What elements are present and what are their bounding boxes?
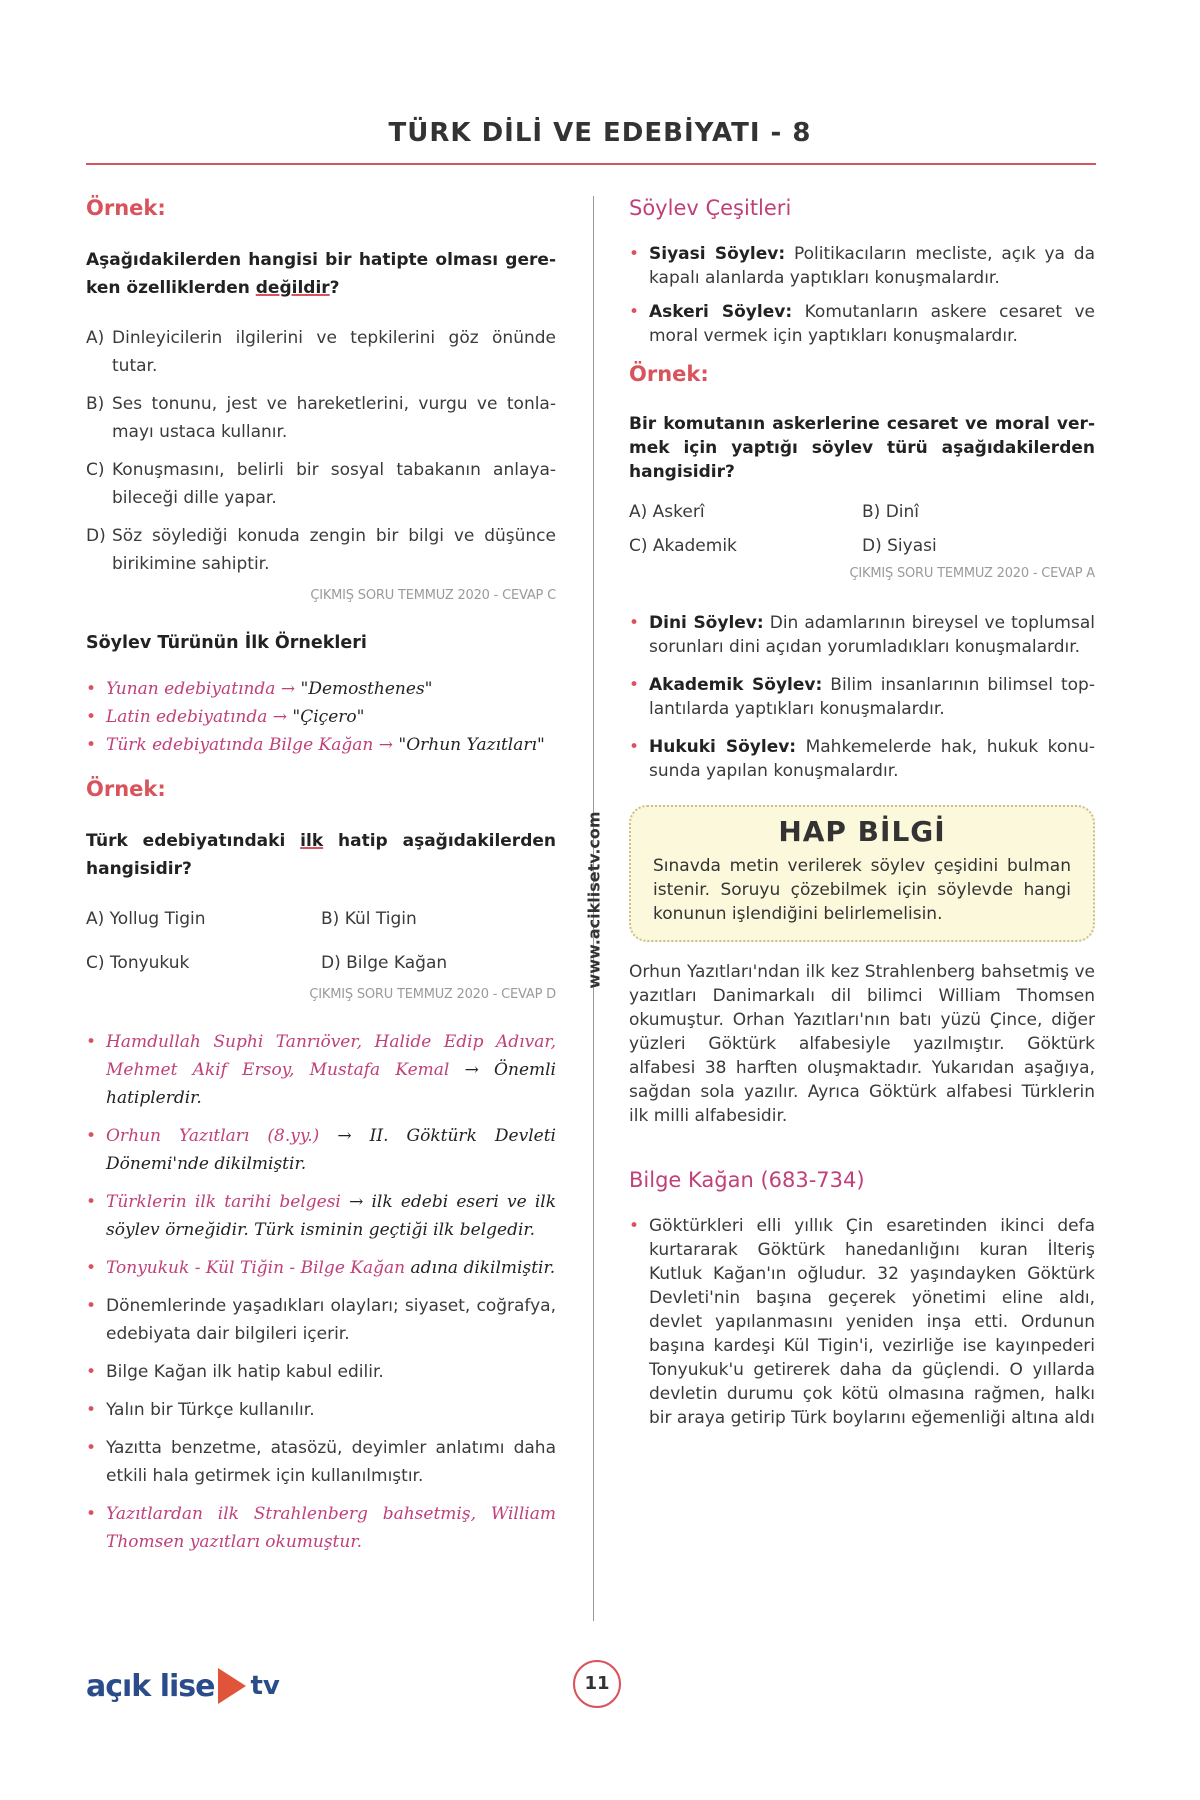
list-item: • Yunan edebiyatında → "Demosthenes": [86, 675, 556, 703]
option-a: A) Askerî: [629, 502, 705, 522]
orhun-paragraph: Orhun Yazıtları'ndan ilk kez Strahlenberg bahsetmiş ve yazıtları Danimarkalı dil bilimci William Thomsen okumuştur. Orhan Yazıtları'nın batı yüzü Çince, diğer yüzleri Göktürk alfabesiyle yazılmıştır. Göktürk alfabesi 38 harften oluşmaktadır. Yukarıdan aşağıya, sağdan sola yazılır. Ayrıca Göktürk alfabesi Türklerin ilk milli alfabesidir.: [629, 962, 1095, 1126]
list-item: • Hukuki Söylev: Mahkemelerde hak, hukuk konusunda yapılan konuşmalardır.: [629, 735, 1095, 783]
option-d: D) Söz söylediği konuda zengin bir bilgi ve düşünce birikimine sahiptir.: [86, 526, 556, 574]
section-subheading: Söylev Türünün İlk Örnekleri: [86, 633, 367, 653]
speech-types-list: [629, 242, 1095, 348]
notes-list: [86, 1028, 556, 1556]
question-source: ÇIKMIŞ SORU TEMMUZ 2020 - CEVAP C: [310, 588, 556, 603]
question-source: ÇIKMIŞ SORU TEMMUZ 2020 - CEVAP D: [309, 987, 556, 1002]
first-examples-list: [86, 675, 556, 759]
list-item: • Yalın bir Türkçe kullanılır.: [86, 1396, 556, 1424]
list-item: • Türklerin ilk tarihi belgesi → ilk edebi eseri ve ilk söylev örneğidir. Türk isminin geçtiği ilk belgedir.: [86, 1188, 556, 1244]
emphasis-word: ilk: [300, 831, 324, 851]
list-item: • Siyasi Söylev: Politikacıların mecliste, açık ya da kapalı alanlarda yaptıkları konuşmalardır.: [629, 242, 1095, 290]
page-number: 11: [573, 1660, 621, 1708]
option-a: A) Dinleyicilerin ilgilerini ve tepkilerini göz önünde tutar.: [86, 328, 556, 376]
list-item: • Orhun Yazıtları (8.yy.) → II. Göktürk Devleti Dönemi'nde dikilmiştir.: [86, 1122, 556, 1178]
speech-types-list-2: [629, 611, 1095, 783]
list-item: • Yazıtta benzetme, atasözü, deyimler anlatımı daha etkili hala getirmek için kullanılmıştır.: [86, 1434, 556, 1490]
list-item: • Hamdullah Suphi Tanrıöver, Halide Edip Adıvar, Mehmet Akif Ersoy, Mustafa Kemal → Önemli hatiplerdir.: [86, 1028, 556, 1112]
list-item: • Yazıtlardan ilk Strahlenberg bahsetmiş, William Thomsen yazıtları okumuştur.: [86, 1500, 556, 1556]
list-item: • Göktürkleri elli yıllık Çin esaretinden ikinci defa kurtararak Göktürk hanedanlığını kuran İlteriş Kutluk Kağan'ın oğludur. 32 yaşındayken Göktürk Devleti'nin başına geçerek yönetimi eline aldı, devlet yapılanmasını yeniden inşa etti. Ordunun başına kardeşi Kül Tigin'i, vezirliğe ise kayınpederi Tonyukuk'u getirerek daha da güçlendi. O yıllarda devletin durumu çok kötü olmasına rağmen, halkı bir araya getirip Türk boylarını eğemenliği altına aldı: [629, 1214, 1095, 1430]
section-heading: Söylev Çeşitleri: [629, 196, 792, 220]
site-url-vertical: www.aciklisetv.com: [584, 811, 604, 989]
title-rule: [86, 163, 1096, 165]
option-b: B) Ses tonunu, jest ve hareketlerini, vurgu ve tonlamayı ustaca kullanır.: [86, 394, 556, 442]
list-item: • Bilge Kağan ilk hatip kabul edilir.: [86, 1358, 556, 1386]
emphasis-word: değildir: [255, 278, 330, 298]
option-d: D) Bilge Kağan: [321, 953, 448, 973]
answer-options: [86, 324, 556, 578]
list-item: • Dönemlerinde yaşadıkları olayları; siyaset, coğrafya, edebiyata dair bilgileri içerir.: [86, 1292, 556, 1348]
brand-logo: açık lise tv: [86, 1668, 280, 1704]
example-heading: Örnek:: [86, 196, 166, 220]
option-c: C) Akademik: [629, 536, 737, 556]
hap-bilgi-text: Sınavda metin verilerek söylev çeşidini bulman istenir. Soruyu çözebilmek için söylevde hangi konunun işlendiğini belirlemelisin.: [653, 856, 1071, 924]
option-b: B) Dinî: [862, 502, 920, 522]
list-item: • Akademik Söylev: Bilim insanlarının bilimsel toplantılarda yaptıkları konuşmalardır.: [629, 673, 1095, 721]
answer-options: [629, 502, 1095, 556]
list-item: • Latin edebiyatında → "Çiçero": [86, 703, 556, 731]
question-source: ÇIKMIŞ SORU TEMMUZ 2020 - CEVAP A: [849, 566, 1095, 581]
list-item: • Askeri Söylev: Komutanların askere cesaret ve moral vermek için yaptıkları konuşmalardır.: [629, 300, 1095, 348]
example-heading: Örnek:: [86, 777, 166, 801]
page-title: TÜRK DİLİ VE EDEBİYATI - 8: [388, 118, 812, 148]
hap-bilgi-title: HAP BİLGİ: [778, 815, 946, 848]
option-d: D) Siyasi: [862, 536, 937, 556]
bilge-list: [629, 1214, 1095, 1430]
option-a: A) Yollug Tigin: [86, 909, 206, 929]
section-heading: Bilge Kağan (683-734): [629, 1168, 865, 1192]
option-c: C) Tonyukuk: [86, 953, 190, 973]
play-icon: [218, 1668, 246, 1704]
question-text: Bir komutanın askerlerine cesaret ve moral vermek için yaptığı söylev türü aşağıdakilerden hangisidir?: [629, 414, 1095, 482]
hap-bilgi-box: [629, 805, 1095, 942]
right-column: [629, 196, 1095, 1430]
option-b: B) Kül Tigin: [321, 909, 417, 929]
left-column: [86, 196, 556, 1556]
example-heading: Örnek:: [629, 362, 709, 386]
list-item: • Dini Söylev: Din adamlarının bireysel ve toplumsal sorunları dini açıdan yorumladıkları konuşmalardır.: [629, 611, 1095, 659]
list-item: • Tonyukuk - Kül Tiğin - Bilge Kağan adına dikilmiştir.: [86, 1254, 556, 1282]
option-c: C) Konuşmasını, belirli bir sosyal tabakanın anlayabileceği dille yapar.: [86, 460, 556, 508]
answer-options: [86, 909, 556, 973]
question-text: Aşağıdakilerden hangisi bir hatipte olması gereken özelliklerden değildir?: [86, 250, 556, 298]
list-item: • Türk edebiyatında Bilge Kağan → "Orhun Yazıtları": [86, 731, 556, 759]
question-text: Türk edebiyatındaki ilk hatip aşağıdakilerden hangisidir?: [86, 831, 556, 879]
